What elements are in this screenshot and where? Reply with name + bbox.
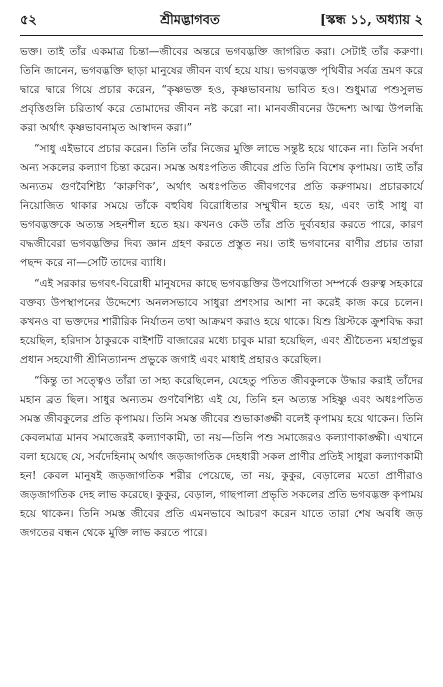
paragraph-3: “এই সরকার ভগবৎ-বিরোধী মানুষদের কাছে ভগবদ্ভক্তির উপযোগিতা সম্পর্কে গুরুত্ব সহকারে বক্তব্য উপস্থাপনের উদ্দেশ্যে অনলসভাবে সাধুরা প্রশংসার আশা না করেই কাজ করে চলেন। কখনও বা ভক্তদের শারীরিক নির্যাতন তথা আক্রমণ করাও হয়ে থাকে। যিশু খ্রিস্টকে ক্রুশবিদ্ধ করা হয়েছিল, হরিদাস ঠাকুরকে বাইশটি বাজারের মধ্যে চাবুক মারা হয়েছিল, এবং শ্রীচৈতন্য মহাপ্রভুর প্রধান সহযোগী শ্রীনিত্যানন্দ প্রভুকে জগাই এবং মাধাই প্রহারও করেছিল।: [20, 277, 423, 366]
paragraph-1: ভক্ত। তাই তাঁর একমাত্র চিন্তা—জীবের অন্তরে ভগবদ্ভক্তি জাগরিত করা। সেটাই তাঁর করুণা। তিনি জানেন, ভগবদ্ভক্তি ছাড়া মানুষের জীবন ব্যর্থ হয়ে যায়। ভগবদ্ভক্ত পৃথিবীর সর্বত্র ভ্রমণ করে দ্বারে দ্বারে গিয়ে প্রচার করেন, “কৃষ্ণভক্ত হও, কৃষ্ণভাবনায় ভাবিত হও। শুধুমাত্র পশুসুলভ প্রবৃত্তিগুলি চরিতার্থ করে তোমাদের জীবন নষ্ট করো না। মানবজীবনের উদ্দেশ্য আত্ম উপলব্ধি করা অর্থাৎ কৃষ্ণভাবনামৃত আস্বাদন করা।”: [20, 45, 423, 134]
page-body: [20, 42, 423, 542]
header-rule: [20, 35, 423, 36]
paragraph-2: “সাধু এইভাবে প্রচার করেন। তিনি তাঁর নিজের মুক্তি লাভে সন্তুষ্ট হয়ে থাকেন না। তিনি সর্বদা অন্য সকলের কল্যাণ চিন্তা করেন। সমস্ত অধঃপতিত জীবের প্রতি তিনি বিশেষ কৃপাময়। তাই তাঁর অন্যতম গুণবৈশিষ্ট্য ‘কারুণিক’, অর্থাৎ অধঃপতিত জীবগণের প্রতি করুণাময়। প্রচারকার্যে নিয়োজিত থাকার সময়ে তাঁকে বহুবিধ বিরোধিতার সম্মুখীন হতে হয়, এবং তাই সাধু বা ভগবদ্ভক্তকে অত্যন্ত সহনশীল হতে হয়। কখনও কেউ তাঁর প্রতি দুর্ব্যবহার করতে পারে, কারণ বদ্ধজীবেরা ভগবদ্ভক্তির দিব্য জ্ঞান গ্রহণ করতে প্রস্তুত নয়। তাই ভগবানের বাণীর প্রচার তারা পছন্দ করে না—সেটি তাদের ব্যাধি।: [20, 142, 423, 269]
book-title: শ্রীমদ্ভাগবত: [160, 13, 220, 28]
page-header: [20, 12, 423, 33]
canto-chapter-label: [স্কন্ধ ১১, অধ্যায় ২: [320, 13, 423, 28]
page-number: ৫২: [20, 13, 37, 28]
paragraph-4: “কিন্তু তা সত্ত্বেও তাঁরা তা সহ্য করেছিলেন, যেহেতু পতিত জীবকুলকে উদ্ধার করাই তাঁদের মহান ব্রত ছিল। সাধুর অন্যতম গুণবৈশিষ্ট্য এই যে, তিনি হন অত্যন্ত সহিষ্ণু এবং অধঃপতিত সমস্ত জীবকুলের প্রতি কৃপাময়। তিনি সমস্ত জীবের শুভাকাঙ্ক্ষী বলেই কৃপাময় হয়ে থাকেন। তিনি কেবলমাত্র মানব সমাজেরই কল্যাণকামী, তা নয়—তিনি পশু সমাজেরও কল্যাণাকাঙ্ক্ষী। এখানে বলা হয়েছে যে, সর্বদেহিনাম্‌ অর্থাৎ জড়জাগতিক দেহধারী সকল প্রাণীর প্রতিই সাধুরা কল্যাণকামী হন! কেবল মানুষই জড়জাগতিক শরীর পেয়েছে, তা নয়, কুকুর, বেড়ালের মতো প্রাণীরাও জড়জাগতিক দেহ লাভ করেছে। কুকুর, বেড়াল, গাছপালা প্রভৃতি সকলের প্রতি ভগবদ্ভক্ত কৃপাময় হয়ে থাকেন। তিনি সমস্ত জীবের প্রতি এমনভাবে আচরণ করেন যাতে তারা শেষ অবধি জড় জগতের বন্ধন থেকে মুক্তি লাভ করতে পারে।: [20, 374, 423, 539]
